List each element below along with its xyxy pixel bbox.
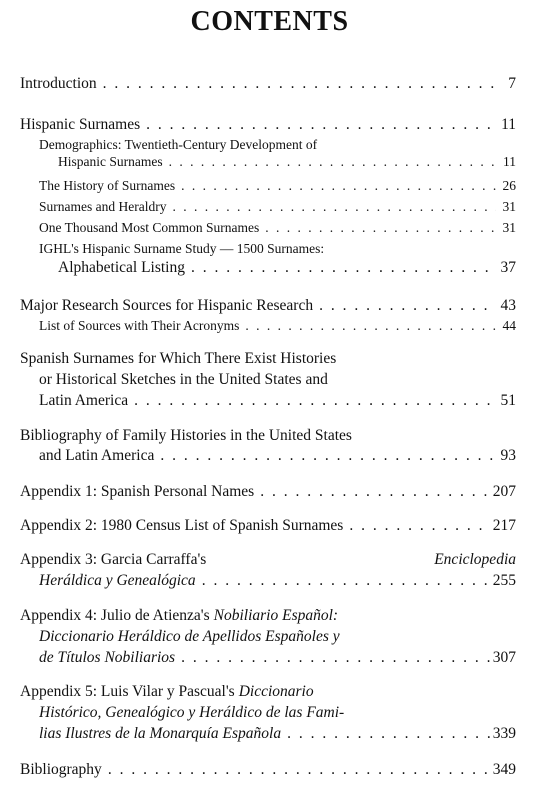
toc-entry-appendix-5-line3 [39, 724, 516, 744]
dot-leader [245, 316, 496, 336]
toc-entry-hispanic-surnames [20, 115, 516, 135]
toc-page-number: 307 [492, 649, 516, 666]
toc-entry-label-cont: Latin America [39, 392, 129, 409]
toc-entry-spanish-surnames-line3 [39, 391, 516, 411]
toc-entry-label: Appendix 4: Julio de Atienza's [20, 607, 210, 624]
toc-entry-bibliography [20, 760, 516, 780]
toc-entry-label: Appendix 3: Garcia Carraffa's [20, 551, 207, 568]
toc-entry-label-cont: or Historical Sketches in the United States and [39, 371, 328, 388]
dot-leader [287, 724, 491, 744]
toc-entry-spanish-surnames-line2 [39, 370, 516, 390]
toc-subentry-ighl-line2 [58, 258, 516, 278]
toc-page-number: 26 [502, 178, 516, 193]
toc-entry-italic-title: Diccionario [238, 683, 314, 700]
dot-leader [191, 258, 496, 278]
toc-entry-label-cont: de Títulos Nobiliarios [39, 649, 176, 666]
toc-entry-label-cont: lias Ilustres de la Monarquía Española [39, 725, 282, 742]
toc-page-number: 339 [492, 725, 516, 742]
toc-entry-appendix-5-line2 [39, 703, 516, 723]
toc-page-number: 217 [492, 517, 516, 534]
toc-entry-label: Appendix 2: 1980 Census List of Spanish Surnames [20, 517, 344, 534]
dot-leader [181, 648, 491, 668]
toc-entry-label: Appendix 5: Luis Vilar y Pascual's [20, 683, 235, 700]
toc-entry-label-cont: Hispanic Surnames [58, 154, 163, 169]
toc-page-number: 349 [492, 761, 516, 778]
toc-entry-label-cont: Histórico, Genealógico y Heráldico de las Fami- [39, 704, 345, 721]
toc-subentry-surnames-heraldry [39, 197, 516, 217]
dot-leader [169, 152, 496, 172]
toc-entry-label: Spanish Surnames for Which There Exist Histories [20, 350, 337, 367]
toc-entry-label: The History of Surnames [39, 178, 176, 193]
toc-page-number: 255 [492, 572, 516, 589]
toc-entry-label-cont: Alphabetical Listing [58, 259, 185, 276]
toc-page-number: 207 [492, 483, 516, 500]
toc-entry-label-cont: Heráldica y Genealógica [39, 572, 196, 589]
toc-page-number: 31 [502, 199, 516, 214]
toc-subentry-history-of-surnames [39, 176, 516, 196]
toc-page-number: 44 [502, 318, 516, 333]
toc-entry-family-histories-line1 [20, 426, 516, 446]
toc-page-number: 93 [500, 447, 516, 464]
toc-entry-label: One Thousand Most Common Surnames [39, 220, 260, 235]
dot-leader [265, 218, 496, 238]
toc-subentry-ighl-line1 [39, 239, 516, 259]
toc-page-number: 51 [500, 392, 516, 409]
toc-entry-appendix-3-line2 [39, 571, 516, 591]
toc-page-number: 37 [500, 259, 516, 276]
toc-subentry-demographics-line2 [58, 152, 516, 172]
toc-entry-appendix-4-line1 [20, 606, 516, 626]
dot-leader [181, 176, 496, 196]
dot-leader [319, 296, 496, 316]
toc-entry-appendix-3-line1 [20, 550, 516, 570]
toc-page-number: 7 [508, 75, 516, 92]
toc-subentry-common-surnames [39, 218, 516, 238]
toc-entry-label: Hispanic Surnames [20, 116, 141, 133]
toc-entry-label: Major Research Sources for Hispanic Research [20, 297, 314, 314]
toc-entry-appendix-2 [20, 516, 516, 536]
toc-entry-label-cont: and Latin America [39, 447, 155, 464]
toc-entry-family-histories-line2 [39, 446, 516, 466]
toc-entry-label-cont: Diccionario Heráldico de Apellidos Españoles y [39, 628, 340, 645]
dot-leader [202, 571, 491, 591]
toc-entry-label: Surnames and Heraldry [39, 199, 167, 214]
dot-leader [160, 446, 496, 466]
toc-entry-label: IGHL's Hispanic Surname Study — 1500 Surnames: [39, 241, 325, 256]
toc-page-number: 31 [502, 220, 516, 235]
dot-leader [103, 74, 496, 94]
toc-entry-label: Introduction [20, 75, 97, 92]
dot-leader [172, 197, 496, 217]
toc-page-number: 43 [500, 297, 516, 314]
toc-entry-introduction [20, 74, 516, 94]
toc-entry-italic-title: Nobiliario Español: [213, 607, 339, 624]
page-title: CONTENTS [190, 6, 349, 37]
toc-entry-major-research-sources [20, 296, 516, 316]
toc-entry-appendix-4-line3 [39, 648, 516, 668]
toc-entry-spanish-surnames-line1 [20, 349, 516, 369]
dot-leader [260, 482, 491, 502]
dot-leader [134, 391, 496, 411]
toc-entry-label: Bibliography [20, 761, 102, 778]
toc-entry-appendix-1 [20, 482, 516, 502]
toc-entry-label: Demographics: Twentieth-Century Development of [39, 137, 318, 152]
toc-entry-italic-title: Enciclopedia [434, 551, 516, 568]
dot-leader [108, 760, 491, 780]
toc-entry-appendix-4-line2 [39, 627, 516, 647]
toc-entry-label: Appendix 1: Spanish Personal Names [20, 483, 255, 500]
toc-subentry-list-of-sources [39, 316, 516, 336]
dot-leader [349, 516, 490, 536]
toc-entry-appendix-5-line1 [20, 682, 516, 702]
dot-leader [146, 115, 496, 135]
toc-page-number: 11 [503, 154, 516, 169]
toc-page-number: 11 [501, 116, 516, 133]
toc-entry-label: List of Sources with Their Acronyms [39, 318, 240, 333]
toc-entry-label: Bibliography of Family Histories in the United States [20, 427, 352, 444]
